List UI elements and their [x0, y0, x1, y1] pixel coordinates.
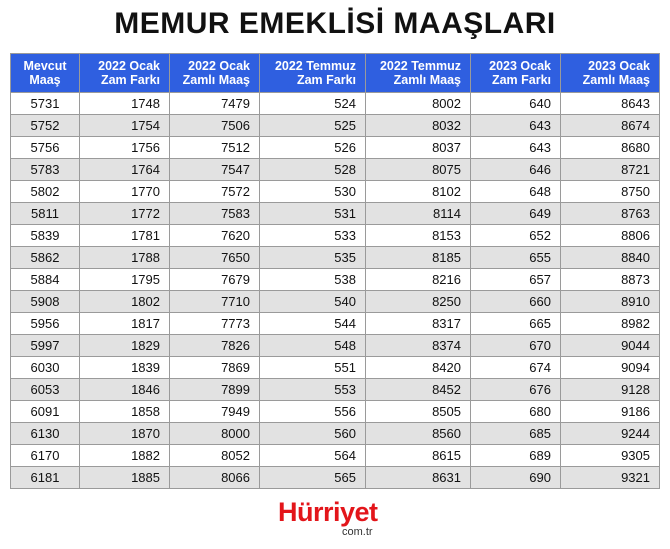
table-cell: 676 [471, 379, 561, 401]
table-cell: 7583 [170, 203, 260, 225]
table-cell: 530 [260, 181, 366, 203]
table-cell: 5756 [11, 137, 80, 159]
table-cell: 8153 [366, 225, 471, 247]
table-cell: 8374 [366, 335, 471, 357]
table-row [11, 291, 660, 313]
table-cell: 8763 [561, 203, 660, 225]
table-body [11, 93, 660, 489]
table-cell: 531 [260, 203, 366, 225]
table-cell: 690 [471, 467, 561, 489]
table-row [11, 115, 660, 137]
table-cell: 8250 [366, 291, 471, 313]
table-cell: 8615 [366, 445, 471, 467]
table-cell: 7869 [170, 357, 260, 379]
table-cell: 8066 [170, 467, 260, 489]
table-cell: 655 [471, 247, 561, 269]
table-row [11, 247, 660, 269]
table-cell: 5997 [11, 335, 80, 357]
table-cell: 7572 [170, 181, 260, 203]
table-cell: 8075 [366, 159, 471, 181]
table-cell: 1770 [80, 181, 170, 203]
table-cell: 9305 [561, 445, 660, 467]
table-cell: 1781 [80, 225, 170, 247]
table-cell: 7949 [170, 401, 260, 423]
table-cell: 680 [471, 401, 561, 423]
table-row [11, 203, 660, 225]
table-cell: 8037 [366, 137, 471, 159]
table-row [11, 401, 660, 423]
table-cell: 9044 [561, 335, 660, 357]
table-cell: 689 [471, 445, 561, 467]
table-cell: 8560 [366, 423, 471, 445]
table-cell: 8185 [366, 247, 471, 269]
column-header: Mevcut Maaş [11, 54, 80, 93]
table-row [11, 423, 660, 445]
table-cell: 5731 [11, 93, 80, 115]
table-cell: 646 [471, 159, 561, 181]
table-cell: 1802 [80, 291, 170, 313]
table-row [11, 225, 660, 247]
table-cell: 1817 [80, 313, 170, 335]
table-cell: 524 [260, 93, 366, 115]
table-cell: 8873 [561, 269, 660, 291]
table-cell: 551 [260, 357, 366, 379]
table-cell: 1839 [80, 357, 170, 379]
column-header: 2023 Ocak Zam Farkı [471, 54, 561, 93]
table-cell: 1870 [80, 423, 170, 445]
table-cell: 8420 [366, 357, 471, 379]
table-row [11, 379, 660, 401]
table-cell: 5884 [11, 269, 80, 291]
table-cell: 8643 [561, 93, 660, 115]
logo-domain: com.tr [342, 526, 373, 538]
table-cell: 7506 [170, 115, 260, 137]
table-cell: 7479 [170, 93, 260, 115]
table-cell: 1788 [80, 247, 170, 269]
table-cell: 1885 [80, 467, 170, 489]
table-cell: 9186 [561, 401, 660, 423]
table-cell: 6181 [11, 467, 80, 489]
table-cell: 5908 [11, 291, 80, 313]
table-cell: 1748 [80, 93, 170, 115]
table-cell: 6030 [11, 357, 80, 379]
table-cell: 5783 [11, 159, 80, 181]
table-cell: 7826 [170, 335, 260, 357]
table-cell: 9094 [561, 357, 660, 379]
table-cell: 7512 [170, 137, 260, 159]
table-cell: 528 [260, 159, 366, 181]
table-cell: 8000 [170, 423, 260, 445]
table-cell: 8840 [561, 247, 660, 269]
table-cell: 7620 [170, 225, 260, 247]
table-cell: 7773 [170, 313, 260, 335]
table-cell: 1882 [80, 445, 170, 467]
table-cell: 9321 [561, 467, 660, 489]
table-row [11, 445, 660, 467]
table-cell: 5956 [11, 313, 80, 335]
table-cell: 6170 [11, 445, 80, 467]
table-cell: 560 [260, 423, 366, 445]
table-row [11, 357, 660, 379]
table-cell: 652 [471, 225, 561, 247]
table-cell: 7710 [170, 291, 260, 313]
table-cell: 660 [471, 291, 561, 313]
table-cell: 670 [471, 335, 561, 357]
table-cell: 556 [260, 401, 366, 423]
table-cell: 8114 [366, 203, 471, 225]
table-cell: 8505 [366, 401, 471, 423]
table-row [11, 137, 660, 159]
column-header: 2022 Temmuz Zamlı Maaş [366, 54, 471, 93]
table-cell: 8452 [366, 379, 471, 401]
table-cell: 8032 [366, 115, 471, 137]
table-cell: 564 [260, 445, 366, 467]
salary-table [10, 53, 660, 489]
column-header: 2022 Temmuz Zam Farkı [260, 54, 366, 93]
table-row [11, 335, 660, 357]
hurriyet-logo [278, 497, 398, 543]
logo-wordmark: Hürriyet [278, 497, 378, 527]
table-cell: 8750 [561, 181, 660, 203]
table-row [11, 93, 660, 115]
table-row [11, 159, 660, 181]
table-cell: 1846 [80, 379, 170, 401]
table-cell: 5811 [11, 203, 80, 225]
table-cell: 526 [260, 137, 366, 159]
table-cell: 685 [471, 423, 561, 445]
table-cell: 553 [260, 379, 366, 401]
table-cell: 1764 [80, 159, 170, 181]
table-cell: 525 [260, 115, 366, 137]
table-cell: 8317 [366, 313, 471, 335]
table-cell: 5802 [11, 181, 80, 203]
table-header-row [11, 54, 660, 93]
table-row [11, 269, 660, 291]
table-cell: 8680 [561, 137, 660, 159]
table-cell: 674 [471, 357, 561, 379]
table-cell: 8910 [561, 291, 660, 313]
table-cell: 6053 [11, 379, 80, 401]
table-cell: 538 [260, 269, 366, 291]
table-cell: 648 [471, 181, 561, 203]
table-cell: 7650 [170, 247, 260, 269]
table-cell: 8631 [366, 467, 471, 489]
table-cell: 5839 [11, 225, 80, 247]
table-cell: 643 [471, 137, 561, 159]
page-title: MEMUR EMEKLİSİ MAAŞLARI [114, 7, 556, 40]
table-cell: 8806 [561, 225, 660, 247]
table-row [11, 181, 660, 203]
table-cell: 544 [260, 313, 366, 335]
table-cell: 8674 [561, 115, 660, 137]
table-cell: 8002 [366, 93, 471, 115]
table-cell: 540 [260, 291, 366, 313]
table-cell: 1756 [80, 137, 170, 159]
table-cell: 8102 [366, 181, 471, 203]
table-cell: 8052 [170, 445, 260, 467]
table-cell: 8982 [561, 313, 660, 335]
column-header: 2023 Ocak Zamlı Maaş [561, 54, 660, 93]
table-cell: 8721 [561, 159, 660, 181]
table-cell: 535 [260, 247, 366, 269]
table-cell: 7679 [170, 269, 260, 291]
table-cell: 5862 [11, 247, 80, 269]
table-cell: 533 [260, 225, 366, 247]
table-cell: 7899 [170, 379, 260, 401]
table-cell: 665 [471, 313, 561, 335]
table-cell: 6130 [11, 423, 80, 445]
table-row [11, 313, 660, 335]
table-cell: 9128 [561, 379, 660, 401]
table-cell: 1754 [80, 115, 170, 137]
table-cell: 657 [471, 269, 561, 291]
table-cell: 548 [260, 335, 366, 357]
table-cell: 9244 [561, 423, 660, 445]
table-cell: 6091 [11, 401, 80, 423]
table-cell: 643 [471, 115, 561, 137]
table-cell: 1772 [80, 203, 170, 225]
table-row [11, 467, 660, 489]
table-cell: 565 [260, 467, 366, 489]
table-cell: 649 [471, 203, 561, 225]
table-cell: 7547 [170, 159, 260, 181]
column-header: 2022 Ocak Zam Farkı [80, 54, 170, 93]
table-cell: 1795 [80, 269, 170, 291]
table-cell: 640 [471, 93, 561, 115]
table-cell: 1829 [80, 335, 170, 357]
table-cell: 1858 [80, 401, 170, 423]
table-cell: 8216 [366, 269, 471, 291]
table-cell: 5752 [11, 115, 80, 137]
column-header: 2022 Ocak Zamlı Maaş [170, 54, 260, 93]
